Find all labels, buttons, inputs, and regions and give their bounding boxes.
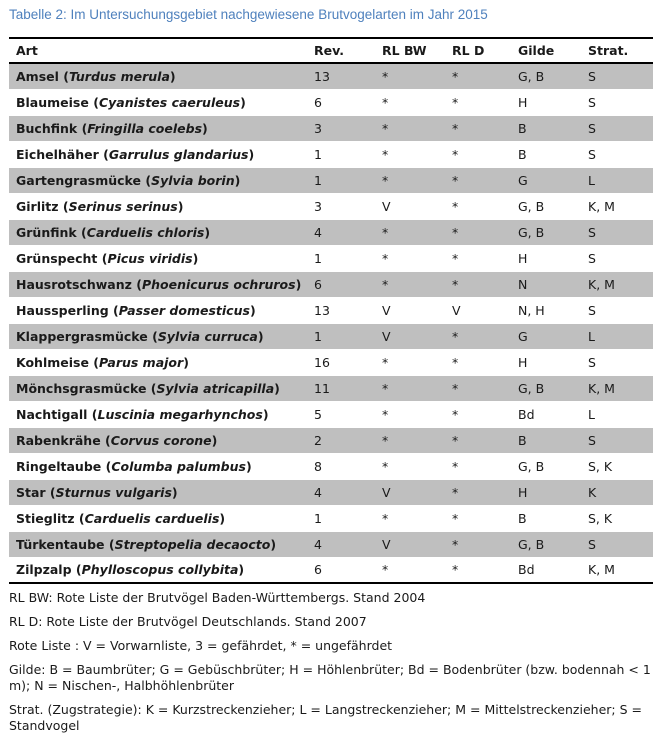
cell-art: Nachtigall (Luscinia megarhynchos) — [9, 401, 307, 427]
cell-gilde: Bd — [511, 557, 581, 583]
cell-gilde: G, B — [511, 193, 581, 219]
cell-art: Star (Sturnus vulgaris) — [9, 479, 307, 505]
species-latin-name: Sturnus vulgaris — [55, 484, 172, 500]
cell-strat: L — [581, 401, 653, 427]
header-art: Art — [9, 38, 307, 63]
species-latin-name: Parus major — [99, 354, 184, 370]
species-name: Stieglitz — [16, 510, 75, 526]
cell-strat: S — [581, 349, 653, 375]
cell-art: Girlitz (Serinus serinus) — [9, 193, 307, 219]
cell-rev: 8 — [307, 453, 375, 479]
cell-rl-d: * — [445, 375, 511, 401]
cell-strat: K, M — [581, 557, 653, 583]
species-name: Eichelhäher — [16, 146, 99, 162]
table-row — [9, 115, 653, 141]
header-strat: Strat. — [581, 38, 653, 63]
cell-art: Buchfink (Fringilla coelebs) — [9, 115, 307, 141]
cell-gilde: N, H — [511, 297, 581, 323]
cell-gilde: B — [511, 505, 581, 531]
table-row — [9, 453, 653, 479]
cell-strat: S — [581, 297, 653, 323]
cell-strat: L — [581, 167, 653, 193]
cell-rl-bw: * — [375, 401, 445, 427]
table-row — [9, 89, 653, 115]
cell-art: Gartengrasmücke (Sylvia borin) — [9, 167, 307, 193]
species-latin-name: Cyanistes caeruleus — [98, 94, 241, 110]
species-latin-name: Turdus merula — [68, 68, 170, 84]
header-rl-bw: RL BW — [375, 38, 445, 63]
bird-species-table — [9, 37, 653, 584]
note-rl-bw: RL BW: Rote Liste der Brutvögel Baden-Württembergs. Stand 2004 — [9, 590, 426, 605]
table-header-row — [9, 38, 653, 63]
table-row — [9, 505, 653, 531]
species-latin-name: Sylvia atricapilla — [156, 380, 275, 396]
cell-gilde: B — [511, 427, 581, 453]
table-row — [9, 193, 653, 219]
species-name: Buchfink — [16, 120, 78, 136]
species-name: Mönchsgrasmücke — [16, 380, 147, 396]
cell-gilde: G, B — [511, 375, 581, 401]
cell-art: Klappergrasmücke (Sylvia curruca) — [9, 323, 307, 349]
cell-art: Hausrotschwanz (Phoenicurus ochruros) — [9, 271, 307, 297]
cell-gilde: Bd — [511, 401, 581, 427]
cell-rl-bw: V — [375, 531, 445, 557]
species-name: Star — [16, 484, 46, 500]
cell-strat: S — [581, 245, 653, 271]
cell-gilde: H — [511, 479, 581, 505]
table-row — [9, 141, 653, 167]
cell-rev: 1 — [307, 141, 375, 167]
cell-rl-bw: * — [375, 271, 445, 297]
note-gilde: Gilde: B = Baumbrüter; G = Gebüschbrüter; H = Höhlenbrüter; Bd = Bodenbrüter (bzw. bodennah < 1 m); N = Nischen-, Halbhöhlenbrüter — [9, 662, 651, 693]
cell-gilde: H — [511, 89, 581, 115]
cell-rl-d: * — [445, 401, 511, 427]
cell-gilde: G — [511, 167, 581, 193]
legend-notes — [9, 590, 657, 742]
cell-gilde: G, B — [511, 531, 581, 557]
cell-rev: 6 — [307, 557, 375, 583]
table-row — [9, 531, 653, 557]
header-rl-d: RL D — [445, 38, 511, 63]
cell-gilde: B — [511, 115, 581, 141]
cell-rl-bw: V — [375, 297, 445, 323]
cell-rl-bw: * — [375, 453, 445, 479]
cell-rev: 1 — [307, 245, 375, 271]
cell-rl-d: * — [445, 245, 511, 271]
cell-art: Ringeltaube (Columba palumbus) — [9, 453, 307, 479]
header-rev: Rev. — [307, 38, 375, 63]
cell-rl-bw: * — [375, 89, 445, 115]
table-row — [9, 245, 653, 271]
cell-art: Amsel (Turdus merula) — [9, 63, 307, 89]
cell-rl-d: * — [445, 349, 511, 375]
cell-strat: S — [581, 531, 653, 557]
cell-gilde: G, B — [511, 219, 581, 245]
species-latin-name: Sylvia borin — [151, 172, 235, 188]
note-rl-d: RL D: Rote Liste der Brutvögel Deutschlands. Stand 2007 — [9, 614, 367, 629]
cell-strat: K, M — [581, 271, 653, 297]
cell-rl-d: * — [445, 219, 511, 245]
cell-rev: 13 — [307, 63, 375, 89]
cell-rl-bw: * — [375, 245, 445, 271]
cell-rl-d: * — [445, 89, 511, 115]
species-name: Hausrotschwanz — [16, 276, 132, 292]
species-name: Türkentaube — [16, 536, 105, 552]
cell-rl-bw: * — [375, 505, 445, 531]
cell-rl-d: * — [445, 505, 511, 531]
species-name: Grünfink — [16, 224, 77, 240]
cell-rl-bw: * — [375, 375, 445, 401]
table-row — [9, 401, 653, 427]
cell-rl-d: * — [445, 427, 511, 453]
cell-rl-bw: * — [375, 115, 445, 141]
species-latin-name: Luscinia megarhynchos — [97, 406, 263, 422]
cell-rev: 4 — [307, 219, 375, 245]
cell-strat: S, K — [581, 453, 653, 479]
species-latin-name: Carduelis chloris — [86, 224, 205, 240]
table-row — [9, 271, 653, 297]
cell-rev: 13 — [307, 297, 375, 323]
cell-art: Haussperling (Passer domesticus) — [9, 297, 307, 323]
cell-rl-d: V — [445, 297, 511, 323]
species-latin-name: Corvus corone — [110, 432, 212, 448]
species-latin-name: Sylvia curruca — [157, 328, 258, 344]
table-row — [9, 427, 653, 453]
cell-rev: 6 — [307, 89, 375, 115]
species-latin-name: Columba palumbus — [111, 458, 246, 474]
cell-rl-bw: * — [375, 63, 445, 89]
table-caption: Tabelle 2: Im Untersuchungsgebiet nachgewiesene Brutvogelarten im Jahr 2015 — [9, 7, 488, 22]
cell-strat: S — [581, 219, 653, 245]
species-name: Zilpzalp — [16, 562, 72, 578]
cell-rl-d: * — [445, 141, 511, 167]
cell-rl-d: * — [445, 479, 511, 505]
table-row — [9, 63, 653, 89]
cell-rev: 3 — [307, 115, 375, 141]
species-name: Blaumeise — [16, 94, 89, 110]
table-body — [9, 63, 653, 583]
cell-art: Kohlmeise (Parus major) — [9, 349, 307, 375]
cell-strat: S — [581, 141, 653, 167]
cell-art: Blaumeise (Cyanistes caeruleus) — [9, 89, 307, 115]
cell-gilde: H — [511, 245, 581, 271]
species-latin-name: Garrulus glandarius — [108, 146, 249, 162]
species-name: Haussperling — [16, 302, 109, 318]
cell-strat: S — [581, 63, 653, 89]
cell-rl-bw: * — [375, 141, 445, 167]
species-name: Girlitz — [16, 198, 59, 214]
species-name: Nachtigall — [16, 406, 88, 422]
species-latin-name: Serinus serinus — [68, 198, 178, 214]
species-latin-name: Streptopelia decaocto — [114, 536, 271, 552]
cell-gilde: N — [511, 271, 581, 297]
species-name: Amsel — [16, 68, 59, 84]
cell-rev: 11 — [307, 375, 375, 401]
species-latin-name: Phoenicurus ochruros — [141, 276, 296, 292]
cell-rl-d: * — [445, 193, 511, 219]
species-latin-name: Phylloscopus collybita — [81, 562, 239, 578]
cell-rl-d: * — [445, 167, 511, 193]
cell-rl-bw: V — [375, 193, 445, 219]
cell-rl-d: * — [445, 531, 511, 557]
cell-art: Zilpzalp (Phylloscopus collybita) — [9, 557, 307, 583]
cell-strat: K, M — [581, 193, 653, 219]
cell-art: Stieglitz (Carduelis carduelis) — [9, 505, 307, 531]
cell-rl-d: * — [445, 63, 511, 89]
table-row — [9, 297, 653, 323]
cell-gilde: G, B — [511, 453, 581, 479]
cell-rl-bw: * — [375, 167, 445, 193]
species-name: Ringeltaube — [16, 458, 102, 474]
cell-rev: 1 — [307, 323, 375, 349]
species-latin-name: Fringilla coelebs — [87, 120, 203, 136]
cell-art: Grünfink (Carduelis chloris) — [9, 219, 307, 245]
cell-rl-bw: V — [375, 323, 445, 349]
cell-art: Eichelhäher (Garrulus glandarius) — [9, 141, 307, 167]
cell-rl-bw: V — [375, 479, 445, 505]
cell-rl-d: * — [445, 115, 511, 141]
table-row — [9, 557, 653, 583]
cell-rl-bw: * — [375, 557, 445, 583]
cell-gilde: G, B — [511, 63, 581, 89]
cell-strat: K — [581, 479, 653, 505]
table-row — [9, 349, 653, 375]
cell-art: Türkentaube (Streptopelia decaocto) — [9, 531, 307, 557]
note-strat: Strat. (Zugstrategie): K = Kurzstreckenzieher; L = Langstreckenzieher; M = Mittelstreckenzieher; S = Standvogel — [9, 702, 642, 733]
note-rote-liste: Rote Liste : V = Vorwarnliste, 3 = gefährdet, * = ungefährdet — [9, 638, 393, 653]
table-row — [9, 479, 653, 505]
table-row — [9, 167, 653, 193]
cell-strat: K, M — [581, 375, 653, 401]
cell-strat: S, K — [581, 505, 653, 531]
cell-rev: 1 — [307, 505, 375, 531]
cell-rl-d: * — [445, 271, 511, 297]
cell-gilde: G — [511, 323, 581, 349]
cell-gilde: B — [511, 141, 581, 167]
cell-rl-bw: * — [375, 219, 445, 245]
species-name: Gartengrasmücke — [16, 172, 141, 188]
cell-rev: 6 — [307, 271, 375, 297]
cell-rev: 1 — [307, 167, 375, 193]
cell-rev: 5 — [307, 401, 375, 427]
cell-rl-d: * — [445, 323, 511, 349]
table-row — [9, 219, 653, 245]
cell-rl-d: * — [445, 453, 511, 479]
cell-rev: 4 — [307, 531, 375, 557]
cell-art: Rabenkrähe (Corvus corone) — [9, 427, 307, 453]
cell-strat: L — [581, 323, 653, 349]
cell-art: Mönchsgrasmücke (Sylvia atricapilla) — [9, 375, 307, 401]
cell-strat: S — [581, 427, 653, 453]
cell-rev: 16 — [307, 349, 375, 375]
species-name: Kohlmeise — [16, 354, 89, 370]
cell-rl-bw: * — [375, 427, 445, 453]
cell-strat: S — [581, 89, 653, 115]
species-latin-name: Passer domesticus — [118, 302, 250, 318]
species-name: Grünspecht — [16, 250, 98, 266]
cell-art: Grünspecht (Picus viridis) — [9, 245, 307, 271]
cell-rev: 2 — [307, 427, 375, 453]
species-latin-name: Picus viridis — [107, 250, 193, 266]
table-row — [9, 323, 653, 349]
header-gilde: Gilde — [511, 38, 581, 63]
cell-strat: S — [581, 115, 653, 141]
cell-rev: 3 — [307, 193, 375, 219]
table-row — [9, 375, 653, 401]
cell-rev: 4 — [307, 479, 375, 505]
cell-gilde: H — [511, 349, 581, 375]
species-name: Klappergrasmücke — [16, 328, 148, 344]
species-latin-name: Carduelis carduelis — [84, 510, 220, 526]
cell-rl-d: * — [445, 557, 511, 583]
species-name: Rabenkrähe — [16, 432, 101, 448]
cell-rl-bw: * — [375, 349, 445, 375]
